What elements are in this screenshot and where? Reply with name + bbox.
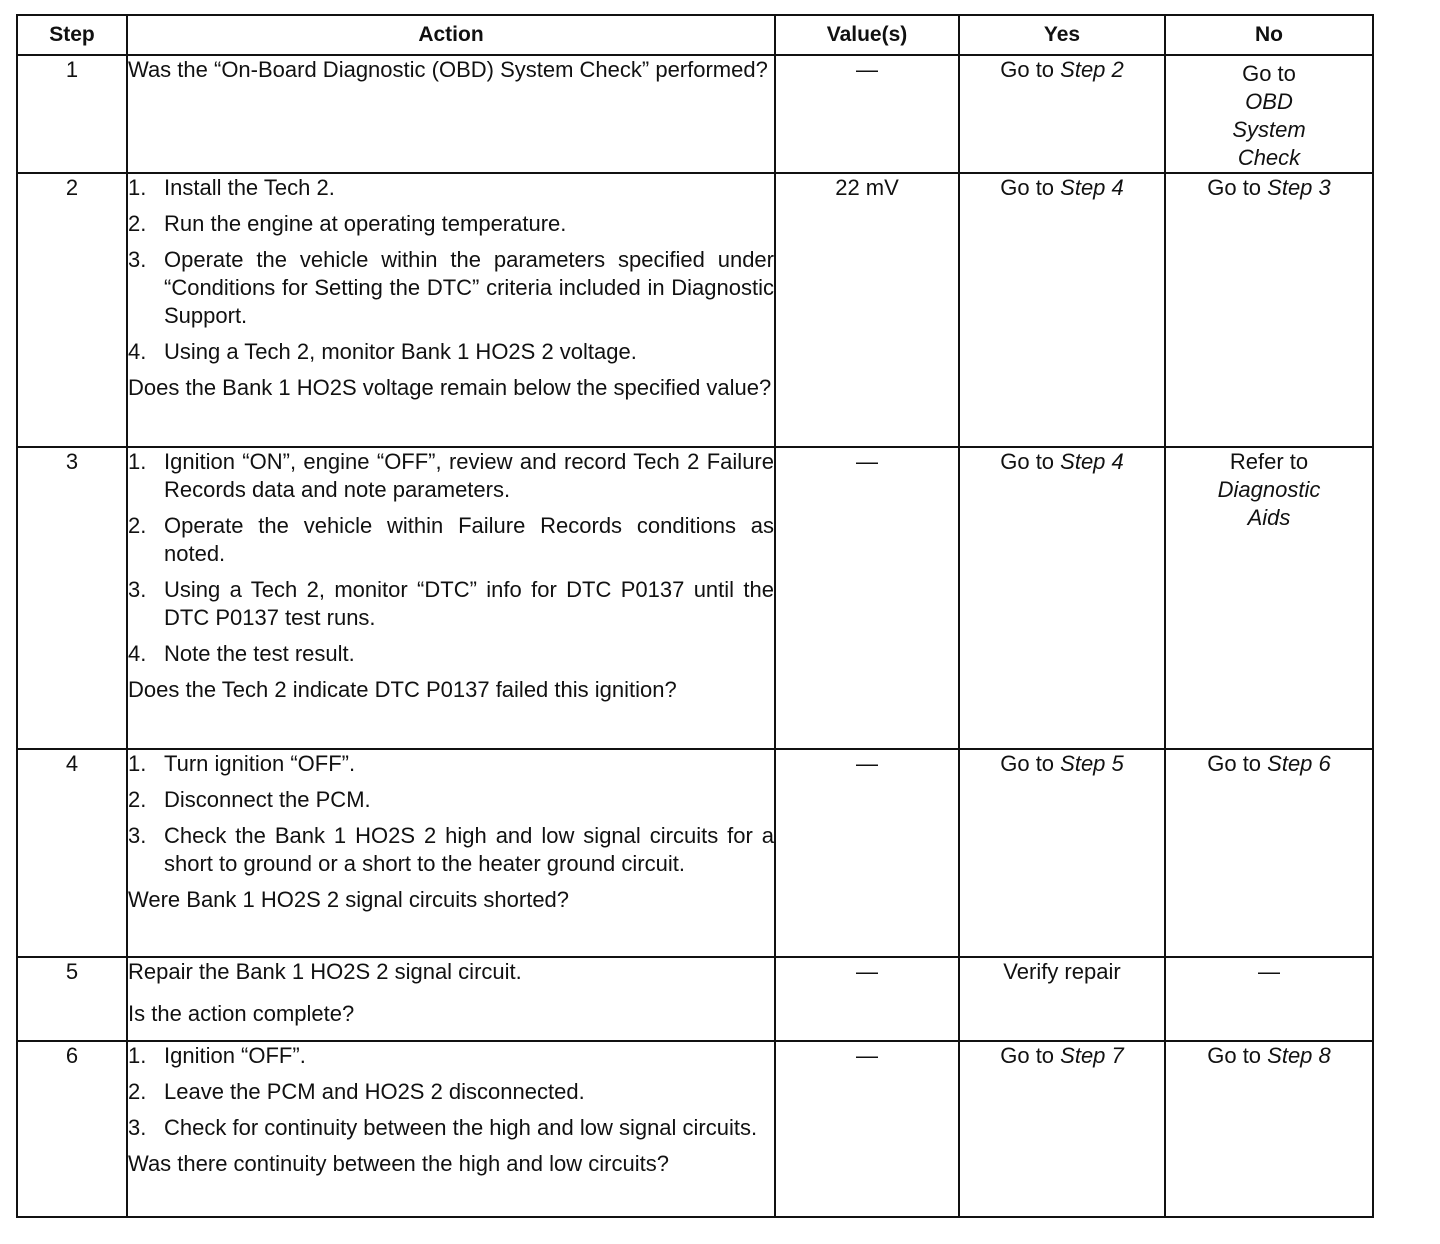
value-cell: — [775,1041,959,1217]
action-step: 3. Check the Bank 1 HO2S 2 high and low signal circuits for a short to ground or a short to the heater ground circuit. [128,823,774,876]
step-number: 5 [17,957,127,1041]
no-prefix: Go to [1207,175,1268,200]
action-step: 1. Ignition “ON”, engine “OFF”, review and record Tech 2 Failure Records data and note parameters. [128,449,774,502]
action-steps [128,448,774,668]
table-row [17,173,1373,447]
step-number: 6 [17,1041,127,1217]
no-cell [1165,55,1373,173]
no-cell [1165,447,1373,749]
question: Does the Bank 1 HO2S voltage remain below the specified value? [128,375,772,400]
action-step: 3. Using a Tech 2, monitor “DTC” info for DTC P0137 until the DTC P0137 test runs. [128,577,774,630]
header-action: Action [127,15,775,55]
verify-repair-label: Verify repair [1003,959,1121,984]
value-cell: 22 mV [775,173,959,447]
yes-prefix: Go to [1000,175,1061,200]
yes-prefix: Go to [1000,57,1061,82]
yes-step-link[interactable]: Step 4 [1060,449,1124,474]
action-cell [127,749,775,957]
table-row [17,55,1373,173]
yes-cell [959,1041,1165,1217]
action-step: 4. Using a Tech 2, monitor Bank 1 HO2S 2 voltage. [128,339,637,364]
action-step: 3. Operate the vehicle within the parameters specified under “Conditions for Setting the DTC” criteria included in Diagnostic Support. [128,247,774,328]
header-row [17,15,1373,55]
step-number: 3 [17,447,127,749]
yes-cell [959,749,1165,957]
no-step-link[interactable]: Step 3 [1267,175,1331,200]
question: Was there continuity between the high and low circuits? [128,1151,669,1176]
value-cell: — [775,447,959,749]
table-row [17,749,1373,957]
value-cell: — [775,55,959,173]
action-cell [127,1041,775,1217]
no-cell [1165,173,1373,447]
action-steps [128,174,774,366]
action-cell [127,55,775,173]
yes-prefix: Go to [1000,1043,1061,1068]
yes-prefix: Go to [1000,751,1061,776]
yes-cell [959,173,1165,447]
action-step: 4. Note the test result. [128,641,355,666]
action-step: 2. Run the engine at operating temperature. [128,211,567,236]
header-no: No [1165,15,1373,55]
no-prefix: Go to [1242,61,1296,86]
no-step-link[interactable]: Step 6 [1267,751,1331,776]
yes-cell [959,447,1165,749]
action-cell [127,447,775,749]
no-ref-link[interactable]: Diagnostic Aids [1217,477,1321,530]
action-step: 1. Turn ignition “OFF”. [128,751,356,776]
no-ref-link[interactable]: OBD System Check [1232,89,1306,170]
action-step: 3. Check for continuity between the high and low signal circuits. [128,1115,758,1140]
question: Were Bank 1 HO2S 2 signal circuits shorted? [128,887,570,912]
table-row [17,447,1373,749]
step-number: 1 [17,55,127,173]
no-cell [1165,1041,1373,1217]
no-cell [1165,749,1373,957]
header-values: Value(s) [775,15,959,55]
action-cell [127,173,775,447]
question: Is the action complete? [128,1001,355,1026]
value-cell: — [775,749,959,957]
no-prefix: Go to [1207,751,1268,776]
action-step: 1. Ignition “OFF”. [128,1043,306,1068]
yes-cell [959,55,1165,173]
action-step: 1. Install the Tech 2. [128,175,335,200]
action-step: 2. Leave the PCM and HO2S 2 disconnected. [128,1079,585,1104]
no-prefix: Refer to [1229,449,1309,474]
step-number: 4 [17,749,127,957]
question: Was the “On-Board Diagnostic (OBD) System Check” performed? [128,57,768,82]
action-steps [128,750,774,878]
yes-step-link[interactable]: Step 4 [1060,175,1124,200]
table-row [17,1041,1373,1217]
step-number: 2 [17,173,127,447]
question: Does the Tech 2 indicate DTC P0137 failed this ignition? [128,677,677,702]
no-prefix: Go to [1207,1043,1268,1068]
no-value: — [1258,959,1280,984]
yes-cell [959,957,1165,1041]
action-instruction: Repair the Bank 1 HO2S 2 signal circuit. [128,959,522,984]
yes-step-link[interactable]: Step 5 [1060,751,1124,776]
diagnostic-table [16,14,1374,1218]
yes-step-link[interactable]: Step 2 [1060,57,1124,82]
yes-step-link[interactable]: Step 7 [1060,1043,1124,1068]
action-cell [127,957,775,1041]
table-row [17,957,1373,1041]
value-cell: — [775,957,959,1041]
action-step: 2. Disconnect the PCM. [128,787,371,812]
no-step-link[interactable]: Step 8 [1267,1043,1331,1068]
yes-prefix: Go to [1000,449,1061,474]
header-step: Step [17,15,127,55]
no-cell [1165,957,1373,1041]
action-step: 2. Operate the vehicle within Failure Records conditions as noted. [128,513,774,566]
action-steps [128,1042,774,1142]
header-yes: Yes [959,15,1165,55]
